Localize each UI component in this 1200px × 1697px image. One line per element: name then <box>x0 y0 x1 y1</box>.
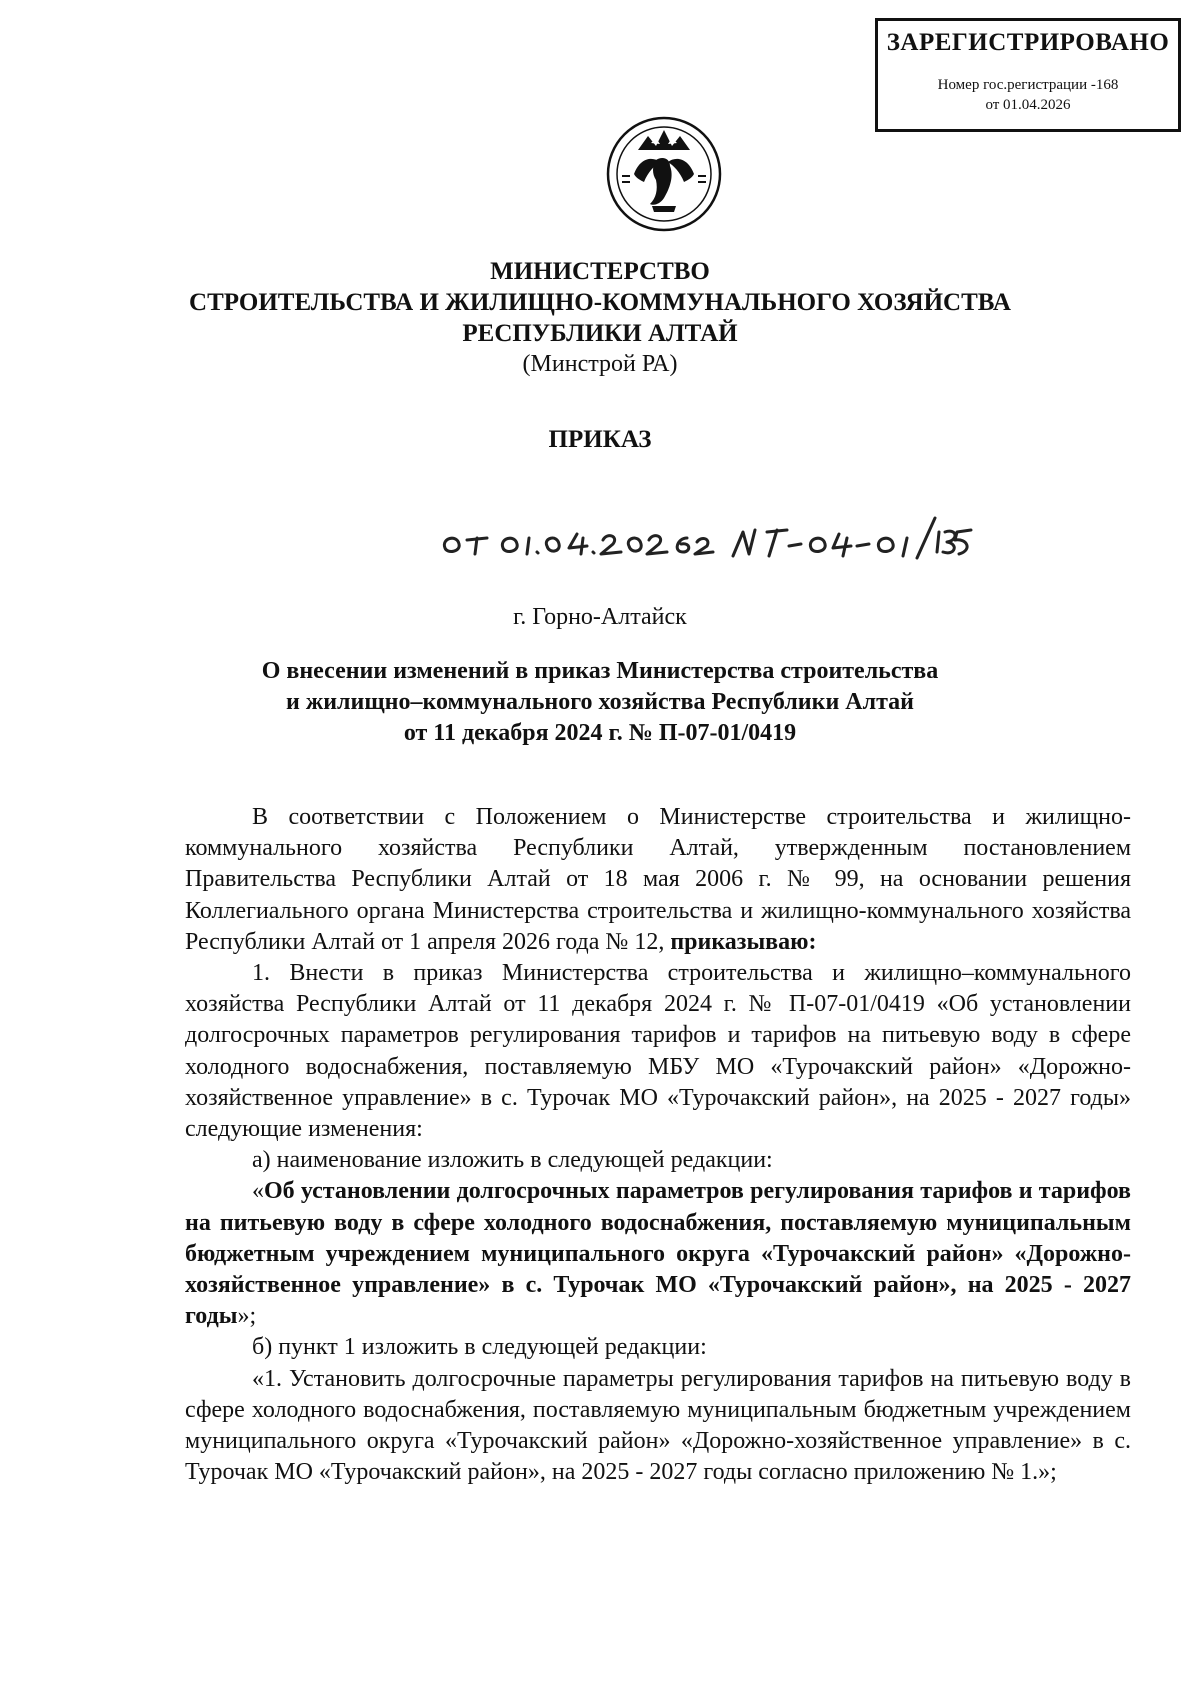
ministry-header <box>0 256 1200 380</box>
quote-close: »; <box>237 1303 257 1330</box>
stamp-reg-date: от 01.04.2026 <box>985 97 1071 113</box>
subject-line-1: О внесении изменений в приказ Министерства строительства <box>261 658 939 684</box>
registration-stamp <box>875 18 1181 132</box>
quote-open: « <box>252 1178 264 1205</box>
stamp-title: ЗАРЕГИСТРИРОВАНО <box>886 29 1170 56</box>
stamp-reg-number: Номер гос.регистрации -168 <box>937 77 1119 93</box>
subject-line-3: от 11 декабря 2024 г. № П-07-01/0419 <box>403 720 797 746</box>
order-subject <box>0 656 1200 749</box>
paragraph-item-a: а) наименование изложить в следующей редакции: <box>252 1147 773 1174</box>
city: г. Горно-Алтайск <box>513 604 687 630</box>
paragraph-new-point-1: «1. Установить долгосрочные параметры регулирования тарифов на питьевую воду в сфере холодного водоснабжения, поставляемую муниципальным бюджетным учреждением муниципального округа «Турочакский район» «Дорожно-хозяйственное управление» в с. Турочак МО «Турочакский район», на 2025 - 2027 годы согласно приложению № 1.»; <box>185 1365 1131 1486</box>
preamble-text: В соответствии с Положением о Министерстве строительства и жилищно-коммунального хозяйства Республики Алтай, утвержденным постановлением Правительства Республики Алтай от 18 мая 2006 г. № 99, на основании решения Коллегиального органа Министерства строительства и жилищно-коммунального хозяйства Республики Алтай от 1 апреля 2026 года № 12, <box>185 804 1131 955</box>
order-title: ПРИКАЗ <box>548 426 652 453</box>
header-line-2: СТРОИТЕЛЬСТВА И ЖИЛИЩНО-КОММУНАЛЬНОГО ХОЗЯЙСТВА <box>189 289 1011 316</box>
header-abbreviation: (Минстрой РА) <box>522 351 678 377</box>
header-line-1: МИНИСТЕРСТВО <box>490 258 710 285</box>
order-body <box>185 802 1131 1488</box>
paragraph-item-b: б) пункт 1 изложить в следующей редакции: <box>252 1334 707 1361</box>
coat-of-arms-emblem <box>604 114 724 234</box>
paragraph-item-1: 1. Внести в приказ Министерства строительства и жилищно–коммунального хозяйства Республики Алтай от 11 декабря 2024 г. № П-07-01/0419 «Об установлении долгосрочных параметров регулирования тарифов и тарифов на питьевую воду в сфере холодного водоснабжения, поставляемую МБУ МО «Турочакский район» «Дорожно-хозяйственное управление» в с. Турочак МО «Турочакский район», на 2025 - 2027 годы» следующие изменения: <box>185 960 1131 1143</box>
handwritten-date-number <box>437 510 977 570</box>
new-title-text: Об установлении долгосрочных параметров регулирования тарифов и тарифов на питьевую воду в сфере холодного водоснабжения, поставляемую муниципальным бюджетным учреждением муниципального округа «Турочакский район» «Дорожно-хозяйственное управление» в с. Турочак МО «Турочакский район», на 2025 - 2027 годы <box>185 1178 1131 1330</box>
header-line-3: РЕСПУБЛИКИ АЛТАЙ <box>462 320 738 347</box>
paragraph-preamble <box>185 802 1131 958</box>
preamble-order-word: приказываю: <box>670 928 817 955</box>
paragraph-new-title <box>185 1176 1131 1332</box>
subject-line-2: и жилищно–коммунального хозяйства Республики Алтай <box>286 689 914 715</box>
